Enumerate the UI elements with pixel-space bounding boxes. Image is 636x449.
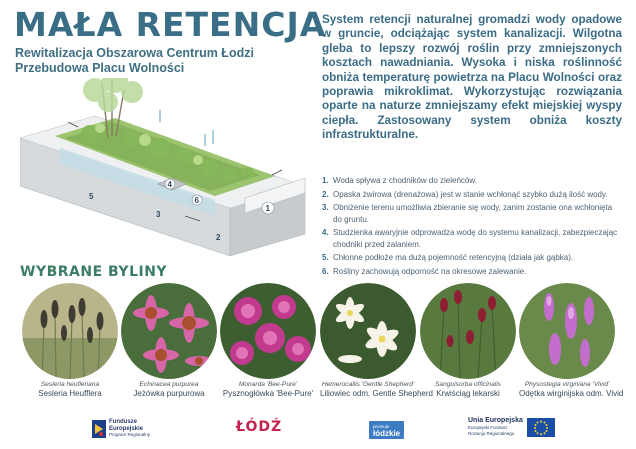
plant-card: [420, 283, 516, 399]
step-item: 1. Woda spływa z chodników do zieleńców.: [322, 176, 477, 185]
plant-polish-name: Liliowiec odm. Gentle Shepherd: [320, 389, 433, 398]
lodzkie-logo: promuje łódzkie: [369, 421, 404, 439]
fe-star-icon: [92, 420, 106, 438]
plant-gallery: [0, 283, 636, 408]
step-item: 4. Studzienka awaryjnie odprowadza wodę do systemu kanalizacji, zabezpieczając chodniki przed zalaniem.: [322, 228, 618, 249]
eu-flag-icon: [527, 418, 555, 437]
step-item: 2. Opaska żwirowa (drenażowa) jest w stanie wchłonąć szybko dużą ilość wody.: [322, 189, 608, 199]
plant-latin-name: Sanguisorba officinalis: [435, 381, 501, 388]
plant-polish-name: Krwiściąg lekarski: [436, 389, 500, 398]
diagram-marker-5: 5: [89, 192, 94, 201]
burnet-photo: [420, 283, 516, 379]
plant-polish-name: Pysznogłówka 'Bee-Pure': [222, 389, 314, 398]
plant-latin-name: Physostegia virginiana 'Vivid': [524, 381, 610, 388]
diagram-marker-4: 4: [167, 180, 172, 189]
daylily-photo: [320, 283, 416, 379]
plant-latin-name: Monarda 'Bee-Pure': [238, 381, 298, 388]
coneflower-photo: [121, 283, 217, 379]
eu-logo: Unia Europejska Europejski Fundusz Rozwoju Regionalnego: [468, 418, 555, 438]
plant-polish-name: Jeżówka purpurowa: [133, 389, 205, 398]
diagram-marker-1: 1: [265, 204, 270, 213]
fundusze-europejskie-logo: Fundusze Europejskie Program Regionalny: [92, 419, 150, 439]
step-item: 3. Obniżenie terenu umożliwia zbieranie się wody, zanim zostanie ona wchłonięta do gruntu.: [322, 203, 613, 224]
plant-card: [519, 283, 624, 399]
bee-balm-photo: [220, 283, 316, 379]
plant-latin-name: Hemerocallis 'Gentle Shepherd': [321, 381, 415, 388]
process-steps: [322, 175, 622, 279]
plant-card: [22, 283, 118, 399]
footer-logos: [0, 415, 636, 449]
retention-diagram: [20, 78, 320, 258]
plant-polish-name: Odętka wirginijska odm. Vivid: [519, 389, 624, 398]
page-title: MAŁA RETENCJA: [14, 5, 327, 44]
plant-latin-name: Sesleria heufleriana: [40, 381, 100, 388]
grass-seedhead-photo: [22, 283, 118, 379]
lodz-logo: ŁÓDŹ: [236, 419, 283, 435]
subtitle-project: Rewitalizacja Obszarowa Centrum Łodzi: [15, 46, 254, 60]
subtitle-location: Przebudowa Placu Wolności: [15, 61, 185, 75]
step-item: 6. Rośliny zachowują odporność na okresowe zalewanie.: [322, 266, 527, 276]
plant-latin-name: Echinacea purpurea: [139, 381, 199, 388]
diagram-marker-3: 3: [156, 210, 161, 219]
intro-paragraph: System retencji naturalnej gromadzi wody opadowe w gruncie, odciążając system kanalizacji. Wilgotna gleba to lepszy rozwój roślin przy zmniejszonych kosztach nawadniania. Wysoka i niska roślinność obniża temperaturę powietrza na Placu Wolności oraz poprawia mikroklimat. Wykorzystując rozwiązania oparte na naturze zmniejszamy efekt miejskiej wyspy ciepła. Zastosowany system obniża koszty infrastrukturalne.: [322, 13, 622, 142]
diagram-marker-6: 6: [194, 196, 199, 205]
plant-card: [320, 283, 433, 399]
diagram-marker-2: 2: [216, 233, 221, 242]
plant-card: [121, 283, 217, 399]
plants-heading: WYBRANE BYLINY: [20, 264, 168, 280]
plant-polish-name: Sesleria Heufflera: [38, 389, 102, 398]
plant-card: [220, 283, 316, 399]
obedient-plant-photo: [519, 283, 615, 379]
step-item: 5. Chłonne podłoże ma dużą pojemność retencyjną (działa jak gąbka).: [322, 253, 574, 263]
